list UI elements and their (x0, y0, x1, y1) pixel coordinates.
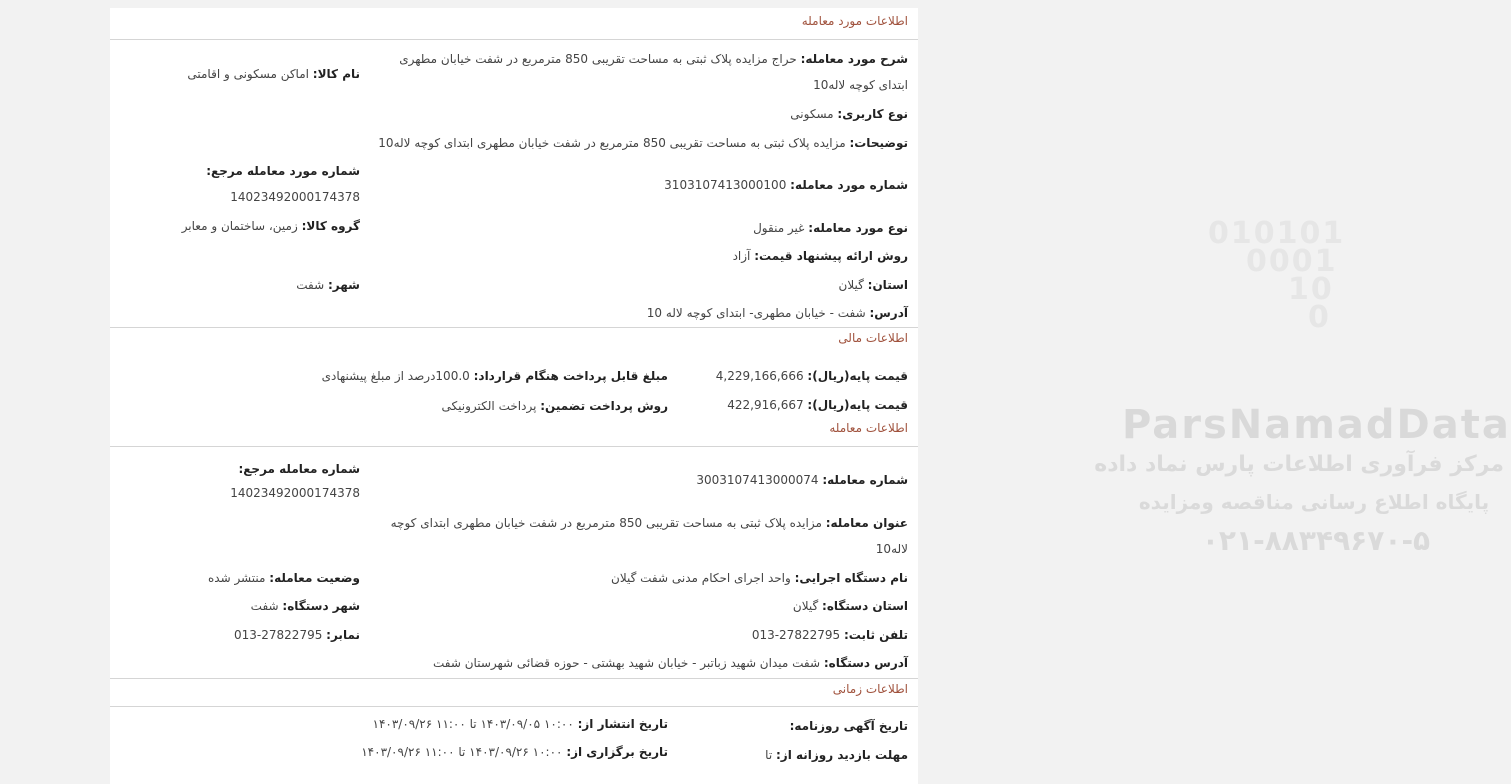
usage-type (790, 107, 908, 121)
goods-group-value: زمین، ساختمان و معابر (181, 219, 298, 233)
address-value: شفت - خیابان مطهری- ابتدای کوچه لاله 10 (646, 306, 866, 320)
org-city (251, 599, 360, 613)
visit-deadline-value: تا (765, 748, 773, 762)
org-name-value: واحد اجرای احکام مدنی شفت گیلان (611, 571, 791, 585)
org-province-label: استان دستگاه: (822, 599, 908, 613)
address (647, 306, 908, 320)
guarantee-method-label: روش پرداخت تضمین: (540, 399, 668, 413)
newspaper-ad-date-label: تاریخ آگهی روزنامه: (789, 719, 908, 733)
org-city-value: شفت (250, 599, 279, 613)
base-price (716, 369, 908, 383)
city-label: شهر: (328, 278, 360, 292)
contract-payment-label: مبلغ قابل پرداخت هنگام قرارداد: (473, 369, 668, 383)
org-name (611, 571, 908, 585)
publish-date (373, 717, 668, 731)
held-date (361, 745, 668, 759)
publish-date-value: ۱۰:۰۰ ۱۴۰۳/۰۹/۰۵ تا ۱۱:۰۰ ۱۴۰۳/۰۹/۲۶ (372, 717, 574, 731)
item-desc-line2: ابتدای کوچه لاله10 (813, 78, 908, 92)
item-number (664, 178, 908, 192)
org-province (793, 599, 908, 613)
deal-title-line2: لاله10 (875, 542, 908, 556)
item-number-label: شماره مورد معامله: (790, 178, 908, 192)
org-address-label: آدرس دستگاه: (823, 656, 908, 670)
city (296, 278, 360, 292)
base-price-2 (727, 398, 908, 412)
deal-status (208, 571, 360, 585)
deal-number-label: شماره معامله: (822, 473, 908, 487)
address-label: آدرس: (869, 306, 908, 320)
org-city-label: شهر دستگاه: (282, 599, 360, 613)
fax-label: نمابر: (326, 628, 360, 642)
usage-label: نوع کاربری: (837, 107, 908, 121)
watermark-center-line: مرکز فرآوری اطلاعات پارس نماد داده (1094, 452, 1504, 477)
city-value: شفت (296, 278, 325, 292)
item-desc-label: شرح مورد معامله: (800, 52, 908, 66)
goods-label: نام کالا: (312, 67, 360, 81)
guarantee-method-value: پرداخت الکترونیکی (441, 399, 537, 413)
org-address-value: شفت میدان شهید زباتبر - خیابان شهید بهشتی - حوزه قضائی شهرستان شفت (433, 656, 821, 670)
deal-title-label: عنوان معامله: (825, 516, 908, 530)
section-divider (110, 39, 918, 40)
goods-group-label: گروه کالا: (301, 219, 360, 233)
publish-date-label: تاریخ انتشار از: (577, 717, 668, 731)
deal-number (696, 473, 908, 487)
watermark-binary: 010101 0001 10 0 (1208, 216, 1346, 335)
org-province-value: گیلان (792, 599, 819, 613)
item-number-value: 3103107413000100 (664, 178, 787, 192)
item-desc-value: حراج مزایده پلاک ثبتی به مساحت تقریبی 850 مترمربع در شفت خیابان مطهری (399, 52, 797, 66)
province (839, 278, 909, 292)
item-ref-label: شماره مورد معامله مرجع: (206, 164, 360, 178)
fax (234, 628, 360, 642)
deal-number-value: 3003107413000074 (696, 473, 819, 487)
offer-method (733, 249, 908, 263)
org-name-label: نام دستگاه اجرایی: (794, 571, 908, 585)
held-date-value: ۱۰:۰۰ ۱۴۰۳/۰۹/۲۶ تا ۱۱:۰۰ ۱۴۰۳/۰۹/۲۶ (361, 745, 563, 759)
deal-title-value: مزایده پلاک ثبتی به مساحت تقریبی 850 مترمربع در شفت خیابان مطهری ابتدای کوچه (390, 516, 822, 530)
deal-status-label: وضعیت معامله: (269, 571, 360, 585)
deal-ref-label: شماره معامله مرجع: (238, 462, 360, 476)
item-notes (378, 136, 908, 150)
section-divider (110, 327, 918, 328)
held-date-label: تاریخ برگزاری از: (566, 745, 668, 759)
auction-details-card: 010101 0001 10 0 ParsNamadData مرکز فرآوری اطلاعات پارس نماد داده پایگاه اطلاع رسانی مناقصه ومزایده ۰۲۱-۸۸۳۴۹۶۷۰-۵ اطلاعات مورد معامله شرح مورد معامله: حراج مزایده پلاک ثبتی به مساحت تقریبی 850 مترمربع در شفت خیابان مطهری ابتدای کوچه لاله10 نام کالا: اماکن مسکونی و اقامتی نوع کاربری: مسکونی توضیحات: مزایده پلاک ثبتی به مساحت تقریبی 850 مترمربع در شفت خیابان مطهری ابتدای کوچه لاله10 شماره مورد معامله مرجع: 14023492000174378 شماره مورد معامله: 3103107413000100 نوع مورد معامله: غیر منقول گروه کالا: زمین، ساختمان و معابر روش ارائه پیشنهاد قیمت: آزاد استان: گیلان شهر: شفت آدرس: شفت - خیابان مطهری- ابتدای کوچه لاله 10 اطلاعات مالی قیمت پایه(ریال): 4,229,166,666 مبلغ قابل پرداخت هنگام قرارداد: 100.0درصد از مبلغ پیشنهادی قیمت پایه(ریال): 422,916,667 روش پرداخت تضمین: پرداخت الکترونیکی اطلاعات معامله شماره معامله مرجع: 14023492000174378 شماره معامله: 3003107413000074 عنوان معامله: مزایده پلاک ثبتی به مساحت تقریبی 850 مترمربع در شفت خیابان مطهری ابتدای کوچه لاله10 نام دستگاه اجرایی: واحد اجرای احکام مدنی شفت گیلان وضعیت معامله: منتشر شده استان دستگاه: گیلان شهر دستگاه: شفت تلفن ثابت: 013-27822795 نمابر: 013-27822795 آدرس دستگاه: شفت میدان شهید زباتبر - خیابان شهید بهشتی - حوزه قضائی شهرستان شفت اطلاعات زمانی تاریخ آگهی روزنامه: تاریخ انتشار از: ۱۰:۰۰ ۱۴۰۳/۰۹/۰۵ تا ۱۱:۰۰ ۱۴۰۳/۰۹/۲۶ مهلت بازدید روزانه از: تا تاریخ برگزاری از: ۱۰:۰۰ ۱۴۰۳/۰۹/۲۶ تا ۱۱:۰۰ ۱۴۰۳/۰۹/۲۶ (110, 8, 918, 784)
contract-payment-value: 100.0درصد از مبلغ پیشنهادی (321, 369, 470, 383)
deal-ref-value: 14023492000174378 (230, 486, 360, 500)
deal-status-value: منتشر شده (207, 571, 266, 585)
goods-value: اماکن مسکونی و اقامتی (187, 67, 309, 81)
phone-label: تلفن ثابت: (843, 628, 908, 642)
goods-group (182, 219, 360, 233)
offer-method-value: آزاد (732, 249, 751, 263)
phone-value: 013-27822795 (751, 628, 841, 642)
watermark-phone: ۰۲۱-۸۸۳۴۹۶۷۰-۵ (1201, 524, 1431, 557)
contract-payment (322, 369, 668, 383)
item-type (753, 221, 908, 235)
fax-value: 013-27822795 (234, 628, 323, 642)
base-price-2-value: 422,916,667 (727, 398, 804, 412)
item-ref-value: 14023492000174378 (230, 190, 360, 204)
usage-value: مسکونی (790, 107, 834, 121)
section-divider (110, 678, 918, 679)
watermark-brand: ParsNamadData (1122, 402, 1511, 448)
item-type-value: غیر منقول (753, 221, 805, 235)
org-address (433, 656, 908, 670)
deal-title (391, 516, 908, 530)
notes-label: توضیحات: (849, 136, 908, 150)
visit-deadline (765, 748, 908, 762)
goods-name (187, 67, 360, 81)
province-value: گیلان (838, 278, 864, 292)
offer-method-label: روش ارائه پیشنهاد قیمت: (754, 249, 908, 263)
phone (752, 628, 908, 642)
visit-deadline-label: مهلت بازدید روزانه از: (776, 748, 908, 762)
section-divider (110, 446, 918, 447)
item-desc (399, 52, 908, 66)
watermark-portal-line: پایگاه اطلاع رسانی مناقصه ومزایده (1138, 490, 1490, 514)
notes-value: مزایده پلاک ثبتی به مساحت تقریبی 850 مترمربع در شفت خیابان مطهری ابتدای کوچه لاله10 (378, 136, 846, 150)
guarantee-method (442, 399, 668, 413)
base-price-2-label: قیمت پایه(ریال): (807, 398, 908, 412)
section-divider (110, 706, 918, 707)
base-price-label: قیمت پایه(ریال): (807, 369, 908, 383)
item-type-label: نوع مورد معامله: (808, 221, 908, 235)
province-label: استان: (867, 278, 908, 292)
base-price-value: 4,229,166,666 (715, 369, 804, 383)
